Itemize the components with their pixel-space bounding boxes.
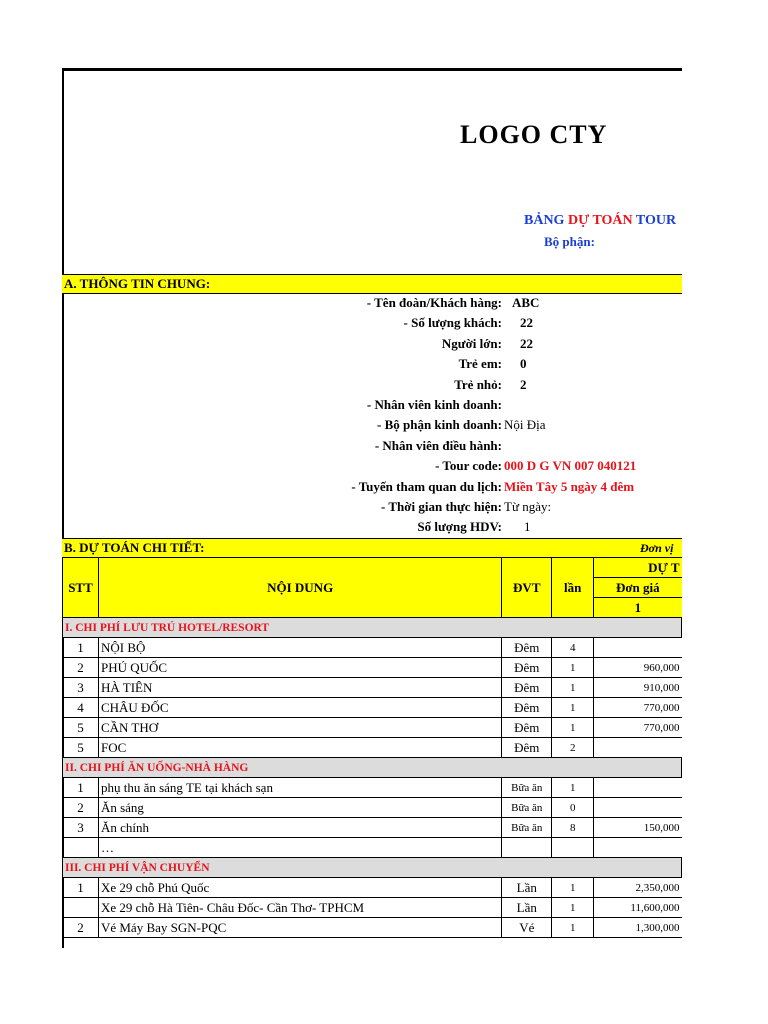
cell-times: 1	[552, 658, 594, 678]
info-label: Người lớn:	[441, 335, 502, 351]
info-value: 1	[524, 519, 531, 535]
col-header-unit: ĐVT	[502, 558, 552, 618]
info-value: 0	[520, 356, 527, 372]
cell-price: 11,600,000	[594, 898, 682, 918]
cell-price: 960,000	[594, 658, 682, 678]
info-label: - Nhân viên kinh doanh:	[366, 397, 502, 412]
table-row	[63, 878, 682, 898]
cell-price: 2,350,000	[594, 878, 682, 898]
cell-times: 8	[552, 818, 594, 838]
cell-content: Xe 29 chỗ Phú Quốc	[98, 878, 501, 898]
table-row	[63, 778, 682, 798]
info-label: - Nhân viên điều hành:	[374, 437, 502, 453]
cell-content: NỘI BỘ	[98, 638, 501, 658]
cell-times: 4	[552, 638, 594, 658]
title-part-1: BẢNG	[524, 213, 565, 228]
table-row	[63, 918, 682, 938]
cell-stt: 1	[63, 778, 99, 798]
cell-price: 150,000	[594, 818, 682, 838]
info-row	[62, 335, 682, 355]
cell-stt	[63, 838, 99, 858]
col-header-content: NỘI DUNG	[98, 558, 501, 618]
cell-stt: 1	[63, 638, 99, 658]
info-value: Miền Tây 5 ngày 4 đêm	[504, 478, 635, 494]
section-title: III. CHI PHÍ VẬN CHUYỂN	[63, 858, 682, 878]
cell-stt: 3	[63, 818, 99, 838]
company-logo-placeholder: LOGO CTY	[460, 120, 608, 149]
cell-content: phụ thu ăn sáng TE tại khách sạn	[98, 778, 501, 798]
cell-content: CHÂU ĐỐC	[98, 698, 501, 718]
unit-note: Đơn vị	[640, 541, 674, 555]
info-row	[62, 457, 682, 477]
col-header-stt: STT	[63, 558, 99, 618]
cell-stt: 1	[63, 878, 99, 898]
cell-content: Ăn sáng	[98, 798, 501, 818]
table-row	[63, 838, 682, 858]
cell-unit	[502, 838, 552, 858]
section-row	[63, 858, 682, 878]
cell-price: 770,000	[594, 698, 682, 718]
info-value: 2	[520, 376, 527, 392]
cell-times: 1	[552, 918, 594, 938]
cell-times: 1	[552, 778, 594, 798]
section-a-title: A. THÔNG TIN CHUNG:	[64, 276, 211, 291]
cell-content: …	[98, 838, 501, 858]
info-row	[62, 518, 682, 538]
col-header-group: DỰ T	[594, 558, 682, 578]
info-label: Số lượng HDV:	[417, 519, 502, 535]
info-label: - Tour code:	[435, 458, 502, 474]
cell-times: 1	[552, 878, 594, 898]
cell-unit: Bữa ăn	[502, 778, 552, 798]
spreadsheet	[62, 68, 682, 948]
cell-content: Ăn chính	[98, 818, 501, 838]
cell-unit: Đêm	[502, 678, 552, 698]
info-value: 000 D G VN 007 040121	[504, 458, 637, 474]
cell-unit: Đêm	[502, 658, 552, 678]
cell-unit: Đêm	[502, 638, 552, 658]
info-row	[62, 355, 682, 375]
section-a-header	[62, 274, 682, 294]
cell-unit: Đêm	[502, 738, 552, 758]
cell-stt: 5	[63, 738, 99, 758]
table-row	[63, 678, 682, 698]
cell-unit: Bữa ăn	[502, 818, 552, 838]
info-label: - Số lượng khách:	[403, 315, 502, 331]
info-value: 22	[520, 315, 533, 331]
cell-stt: 3	[63, 678, 99, 698]
cell-times: 1	[552, 898, 594, 918]
document-title	[524, 213, 676, 229]
info-value: 22	[520, 335, 533, 351]
cell-stt: 5	[63, 718, 99, 738]
info-value: Nội Địa	[504, 417, 546, 433]
department-label: Bộ phận:	[544, 234, 595, 249]
info-row	[62, 437, 682, 457]
section-title: I. CHI PHÍ LƯU TRÚ HOTEL/RESORT	[63, 618, 682, 638]
cell-times	[552, 838, 594, 858]
title-part-3: TOUR	[635, 213, 677, 228]
table-row	[63, 638, 682, 658]
cell-times: 0	[552, 798, 594, 818]
info-label: - Bộ phận kinh doanh:	[376, 417, 502, 433]
cell-unit: Đêm	[502, 718, 552, 738]
cell-content: HÀ TIÊN	[98, 678, 501, 698]
info-row	[62, 294, 682, 314]
table-row	[63, 718, 682, 738]
cost-table	[62, 557, 682, 938]
info-label: Trẻ em:	[458, 356, 502, 372]
cell-unit: Vé	[502, 918, 552, 938]
cell-unit: Lần	[502, 878, 552, 898]
cell-content: Xe 29 chỗ Hà Tiên- Châu Đốc- Cần Thơ- TPHCM	[98, 898, 501, 918]
cell-price	[594, 838, 682, 858]
cell-price: 910,000	[594, 678, 682, 698]
info-label: - Tên đoàn/Khách hàng:	[366, 295, 502, 310]
col-header-index: 1	[594, 598, 682, 618]
info-row	[62, 376, 682, 396]
info-row	[62, 498, 682, 518]
section-title: II. CHI PHÍ ĂN UỐNG-NHÀ HÀNG	[63, 758, 682, 778]
cell-content: CẦN THƠ	[98, 718, 501, 738]
table-row	[63, 658, 682, 678]
cell-price: 770,000	[594, 718, 682, 738]
cell-content: Vé Máy Bay SGN-PQC	[98, 918, 501, 938]
cell-price	[594, 738, 682, 758]
cell-times: 1	[552, 678, 594, 698]
info-row	[62, 314, 682, 334]
cell-price: 1,300,000	[594, 918, 682, 938]
cell-times: 1	[552, 718, 594, 738]
section-b-header	[62, 538, 682, 558]
cell-stt: 2	[63, 658, 99, 678]
cell-unit: Bữa ăn	[502, 798, 552, 818]
col-header-unit-price: Đơn giá	[594, 578, 682, 598]
cell-price	[594, 778, 682, 798]
info-row	[62, 478, 682, 498]
table-row	[63, 698, 682, 718]
table-row	[63, 738, 682, 758]
cell-unit: Đêm	[502, 698, 552, 718]
cell-price	[594, 798, 682, 818]
info-row	[62, 416, 682, 436]
table-row	[63, 818, 682, 838]
info-label: - Tuyến tham quan du lịch:	[351, 478, 502, 494]
cell-stt	[63, 898, 99, 918]
cell-stt: 4	[63, 698, 99, 718]
cell-times: 1	[552, 698, 594, 718]
info-label: Trẻ nhỏ:	[454, 376, 502, 392]
section-row	[63, 618, 682, 638]
cell-price	[594, 638, 682, 658]
info-row	[62, 396, 682, 416]
title-part-2: DỰ TOÁN	[567, 213, 633, 228]
info-value: ABC	[512, 295, 540, 310]
section-b-title: B. DỰ TOÁN CHI TIẾT:	[64, 540, 205, 555]
info-label: - Thời gian thực hiện:	[381, 499, 502, 514]
info-value: Từ ngày:	[504, 499, 552, 514]
section-row	[63, 758, 682, 778]
table-row	[63, 898, 682, 918]
cell-unit: Lần	[502, 898, 552, 918]
cell-content: FOC	[98, 738, 501, 758]
cell-stt: 2	[63, 918, 99, 938]
table-row	[63, 798, 682, 818]
cell-stt: 2	[63, 798, 99, 818]
col-header-times: lần	[552, 558, 594, 618]
cell-times: 2	[552, 738, 594, 758]
cell-content: PHÚ QUỐC	[98, 658, 501, 678]
